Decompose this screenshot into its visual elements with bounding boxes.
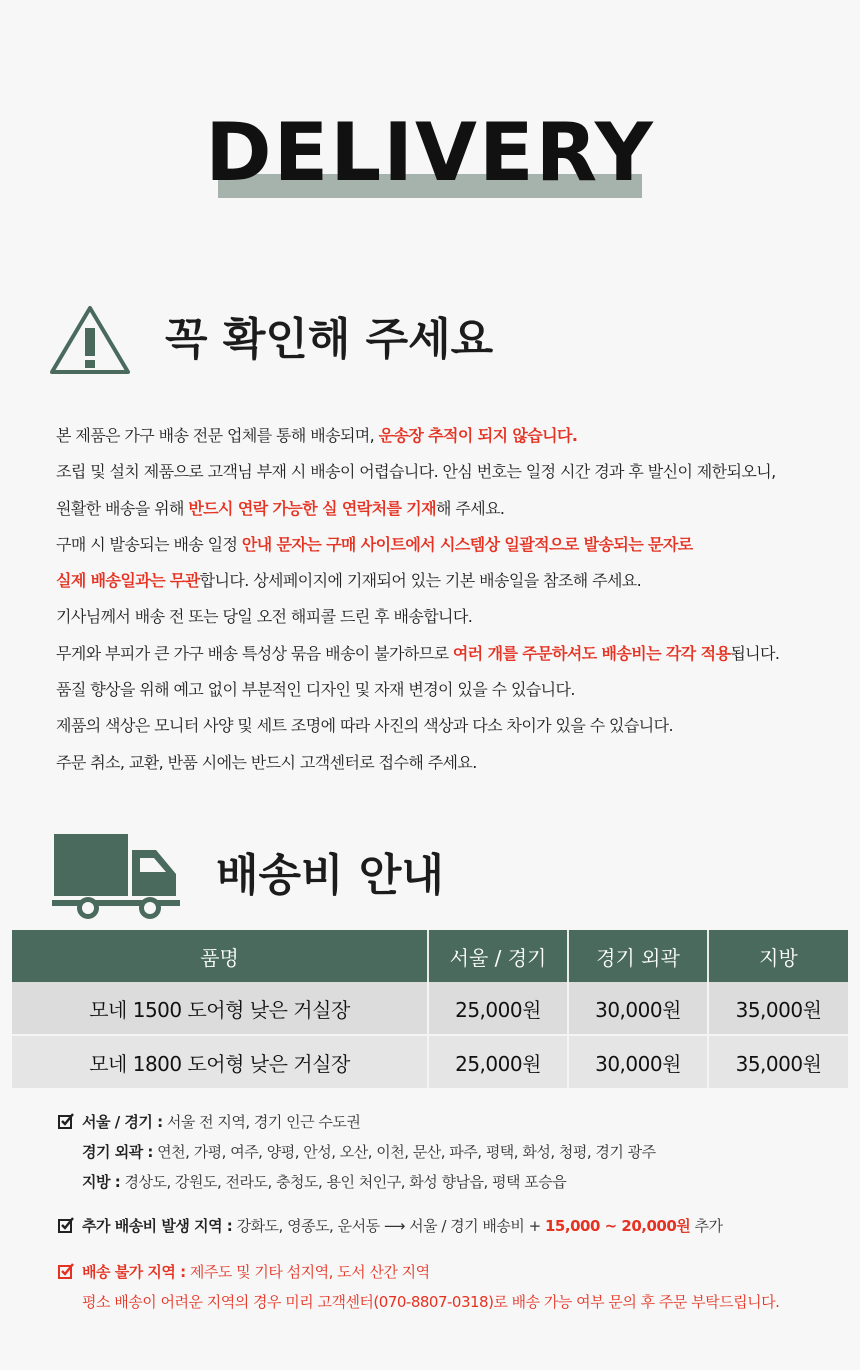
fee-table xyxy=(12,930,848,1088)
notice-line: 조립 및 설치 제품으로 고객님 부재 시 배송이 어렵습니다. 안심 번호는 일정 시간 경과 후 발신이 제한되오니, xyxy=(56,462,776,482)
product-name-cell: 모네 1800 도어형 낮은 거실장 xyxy=(12,1035,428,1088)
page-title: DELIVERY xyxy=(205,106,655,199)
no-delivery-note: 평소 배송이 어려운 지역의 경우 미리 고객센터(070-8807-0318)로 배송 가능 여부 문의 후 주문 부탁드립니다. xyxy=(82,1293,780,1311)
notice-line: 품질 향상을 위해 예고 없이 부분적인 디자인 및 자재 변경이 있을 수 있습니다. xyxy=(56,680,575,700)
price-cell: 30,000원 xyxy=(568,1035,708,1088)
table-row xyxy=(12,1035,848,1088)
notice-line: 기사님께서 배송 전 또는 당일 오전 해피콜 드린 후 배송합니다. xyxy=(56,607,473,627)
column-header: 서울 / 경기 xyxy=(428,930,568,982)
notice-heading: 꼭 확인해 주세요 xyxy=(165,314,494,365)
table-row xyxy=(12,982,848,1035)
product-name-cell: 모네 1500 도어형 낮은 거실장 xyxy=(12,982,428,1035)
outer-row: 경기 외곽 : 연천, 가평, 여주, 양평, 안성, 오산, 이천, 문산, 파주, 평택, 화성, 청평, 경기 광주 xyxy=(82,1143,656,1161)
no-delivery-info xyxy=(58,1257,779,1317)
notice-line: 제품의 색상은 모니터 사양 및 세트 조명에 따라 사진의 색상과 다소 차이가 있을 수 있습니다. xyxy=(56,716,673,736)
column-header: 지방 xyxy=(708,930,848,982)
price-cell: 25,000원 xyxy=(428,1035,568,1088)
checkbox-icon xyxy=(58,1263,74,1279)
notice-line: 주문 취소, 교환, 반품 시에는 반드시 고객센터로 접수해 주세요. xyxy=(56,752,477,772)
region-info xyxy=(58,1107,656,1197)
no-delivery-row: 배송 불가 지역 : 제주도 및 기타 섬지역, 도서 산간 지역 xyxy=(58,1257,779,1287)
truck-icon xyxy=(52,830,182,922)
table-header-row xyxy=(12,930,848,982)
notice-line: 실제 배송일과는 무관합니다. 상세페이지에 기재되어 있는 기본 배송일을 참조해 주세요. xyxy=(56,571,642,591)
checkbox-icon xyxy=(58,1217,74,1233)
local-row: 지방 : 경상도, 강원도, 전라도, 충청도, 용인 처인구, 화성 향남읍, 평택 포승읍 xyxy=(82,1173,567,1191)
warning-icon xyxy=(48,304,132,376)
fee-heading: 배송비 안내 xyxy=(216,850,444,901)
notice-line: 본 제품은 가구 배송 전문 업체를 통해 배송되며, 운송장 추적이 되지 않습니다. xyxy=(56,426,578,445)
column-header: 경기 외곽 xyxy=(568,930,708,982)
notice-line: 무게와 부피가 큰 가구 배송 특성상 묶음 배송이 불가하므로 여러 개를 주문하셔도 배송비는 각각 적용됩니다. xyxy=(56,643,780,663)
seoul-row: 서울 / 경기 : 서울 전 지역, 경기 인근 수도권 xyxy=(58,1107,656,1137)
extra-fee-info: 추가 배송비 발생 지역 : 강화도, 영종도, 운서동 ⟶ 서울 / 경기 배송비 + 15,000 ~ 20,000원 추가 xyxy=(58,1211,723,1241)
price-cell: 25,000원 xyxy=(428,982,568,1035)
notice-list xyxy=(56,418,846,781)
checkbox-icon xyxy=(58,1113,74,1129)
price-cell: 35,000원 xyxy=(708,982,848,1035)
notice-line: 구매 시 발송되는 배송 일정 안내 문자는 구매 사이트에서 시스템상 일괄적으로 발송되는 문자로 xyxy=(56,534,693,554)
price-cell: 35,000원 xyxy=(708,1035,848,1088)
column-header: 품명 xyxy=(12,930,428,982)
notice-line: 원활한 배송을 위해 반드시 연락 가능한 실 연락처를 기재해 주세요. xyxy=(56,498,505,518)
price-cell: 30,000원 xyxy=(568,982,708,1035)
